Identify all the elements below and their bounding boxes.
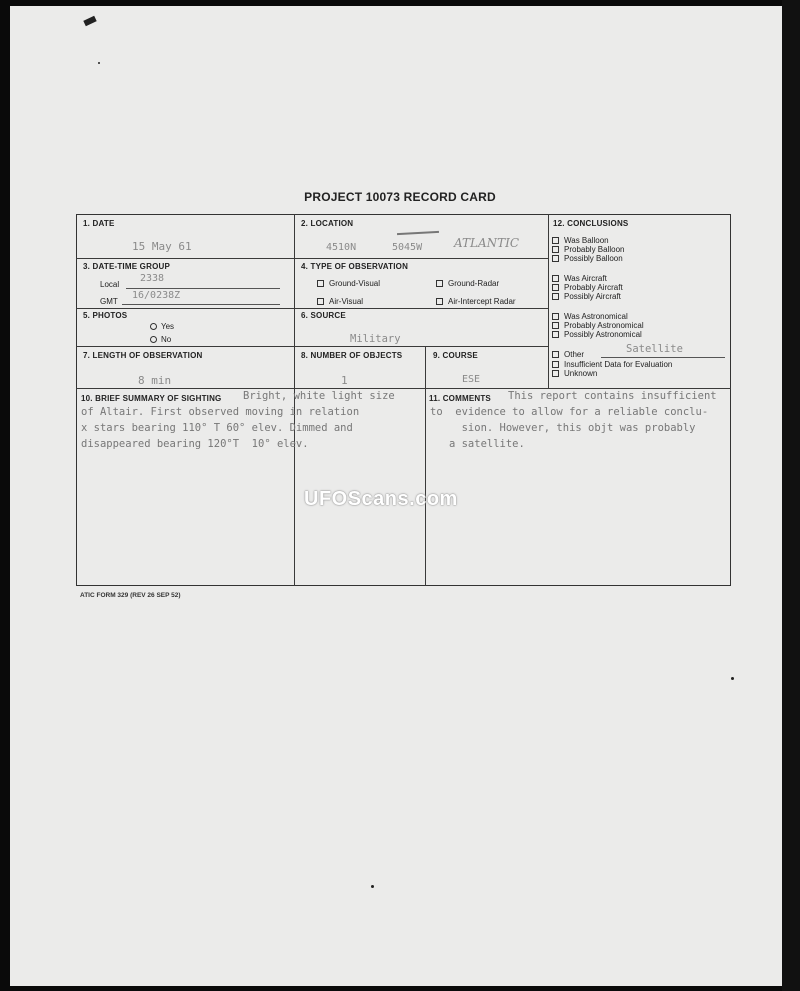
ink-speck — [98, 62, 100, 64]
obs-air-intercept-radar[interactable]: Air-Intercept Radar — [436, 297, 516, 306]
source-value: Military — [350, 333, 401, 345]
length-value: 8 min — [138, 374, 172, 387]
checkbox-icon — [552, 370, 559, 377]
dtg-local-label: Local — [100, 280, 120, 289]
dtg-local-line — [126, 288, 280, 289]
watermark: UFOScans.com — [304, 488, 458, 510]
objects-value: 1 — [341, 374, 348, 387]
source-label: 6. SOURCE — [301, 311, 346, 320]
photos-no[interactable]: No — [150, 335, 171, 344]
summary-line1: Bright, white light size — [243, 390, 395, 402]
checkbox-icon — [552, 313, 559, 320]
checkbox-icon — [552, 293, 559, 300]
date-value: 15 May 61 — [132, 240, 192, 253]
divider-v2 — [548, 214, 549, 388]
conclusion-probably-astronomical[interactable]: Probably Astronomical — [552, 321, 644, 330]
checkbox-icon — [552, 237, 559, 244]
comments-text: to evidence to allow for a reliable conclu- sion. However, this objt was probably a satellite. — [430, 406, 709, 450]
checkbox-icon — [436, 280, 443, 287]
checkbox-icon — [552, 275, 559, 282]
dtg-gmt-line — [122, 304, 280, 305]
conclusion-unknown[interactable]: Unknown — [552, 369, 597, 378]
dtg-gmt-value: 16/0238Z — [132, 290, 181, 301]
other-line — [601, 357, 725, 358]
divider-h2 — [76, 308, 548, 309]
radio-icon — [150, 323, 157, 330]
objects-label: 8. NUMBER OF OBJECTS — [301, 351, 403, 360]
divider-h1 — [76, 258, 548, 259]
conclusion-insufficient[interactable]: Insufficient Data for Evaluation — [552, 360, 672, 369]
ink-speck — [371, 885, 374, 888]
location-lat: 4510N — [326, 242, 357, 253]
conclusions-label: 12. CONCLUSIONS — [553, 219, 629, 228]
form-footer: ATIC FORM 329 (REV 26 SEP 52) — [80, 592, 181, 599]
conclusion-other[interactable]: Other — [552, 350, 584, 359]
checkbox-icon — [552, 255, 559, 262]
obs-type-label: 4. TYPE OF OBSERVATION — [301, 262, 409, 271]
conclusion-was-balloon[interactable]: Was Balloon — [552, 236, 609, 245]
checkbox-icon — [552, 284, 559, 291]
conclusion-possibly-astronomical[interactable]: Possibly Astronomical — [552, 330, 642, 339]
checkbox-icon — [552, 246, 559, 253]
card-title: PROJECT 10073 RECORD CARD — [304, 190, 496, 204]
location-handwritten: ATLANTIC — [454, 236, 520, 250]
dtg-gmt-label: GMT — [100, 297, 118, 306]
checkbox-icon — [317, 280, 324, 287]
conclusion-probably-balloon[interactable]: Probably Balloon — [552, 245, 624, 254]
radio-icon — [150, 336, 157, 343]
length-label: 7. LENGTH OF OBSERVATION — [83, 351, 203, 360]
checkbox-icon — [436, 298, 443, 305]
summary-text: of Altair. First observed moving in relation x stars bearing 110° T 60° elev. Dimmed and disappeared bearing 120°T 10° elev. — [81, 406, 360, 450]
course-value: ESE — [462, 374, 481, 385]
date-label: 1. DATE — [83, 219, 115, 228]
conclusion-was-astronomical[interactable]: Was Astronomical — [552, 312, 628, 321]
conclusion-probably-aircraft[interactable]: Probably Aircraft — [552, 283, 623, 292]
location-label: 2. LOCATION — [301, 219, 354, 228]
checkbox-icon — [552, 351, 559, 358]
photos-yes[interactable]: Yes — [150, 322, 174, 331]
divider-h3 — [76, 346, 548, 347]
course-label: 9. COURSE — [433, 351, 478, 360]
obs-ground-visual[interactable]: Ground-Visual — [317, 279, 380, 288]
summary-label: 10. BRIEF SUMMARY OF SIGHTING — [81, 394, 222, 403]
dtg-label: 3. DATE-TIME GROUP — [83, 262, 171, 271]
checkbox-icon — [552, 361, 559, 368]
photos-label: 5. PHOTOS — [83, 311, 128, 320]
scan-border-right — [782, 0, 800, 991]
conclusion-possibly-aircraft[interactable]: Possibly Aircraft — [552, 292, 621, 301]
conclusion-was-aircraft[interactable]: Was Aircraft — [552, 274, 607, 283]
dtg-local-value: 2338 — [140, 273, 165, 284]
conclusion-possibly-balloon[interactable]: Possibly Balloon — [552, 254, 623, 263]
divider-v3 — [425, 346, 426, 586]
checkbox-icon — [552, 331, 559, 338]
ink-speck — [731, 677, 734, 680]
comments-line1: This report contains insufficient — [508, 390, 717, 402]
checkbox-icon — [317, 298, 324, 305]
conclusion-other-value: Satellite — [626, 343, 683, 355]
obs-ground-radar[interactable]: Ground-Radar — [436, 279, 499, 288]
comments-label: 11. COMMENTS — [429, 394, 491, 403]
location-lon: 5045W — [392, 242, 423, 253]
checkbox-icon — [552, 322, 559, 329]
obs-air-visual[interactable]: Air-Visual — [317, 297, 363, 306]
